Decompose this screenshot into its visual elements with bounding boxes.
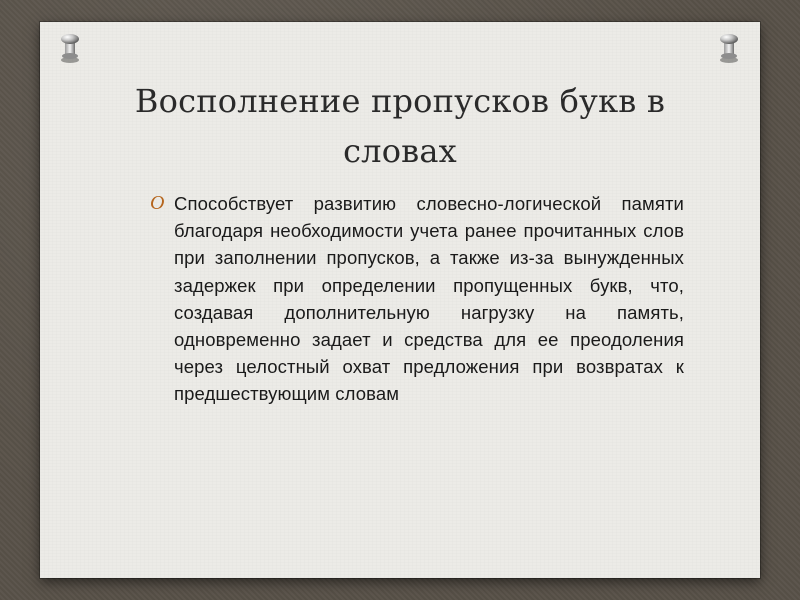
bullet-marker-icon: O [150,192,165,214]
slide-title: Восполнение пропусков букв в словах [134,82,666,170]
bullet-text: Способствует развитию словесно-логической памяти благодаря необходимости учета ранее прочитанных слов при заполнении пропусков, а также из-за вынужденных задержек при определении пропущенных букв, что, создавая дополнительную нагрузку на память, одновременно задает и средства для ее преодоления через целостный охват предложения при возвратах к предшествующим словам [174,193,684,405]
pushpin-icon [717,30,741,64]
pushpin-icon [58,30,82,64]
